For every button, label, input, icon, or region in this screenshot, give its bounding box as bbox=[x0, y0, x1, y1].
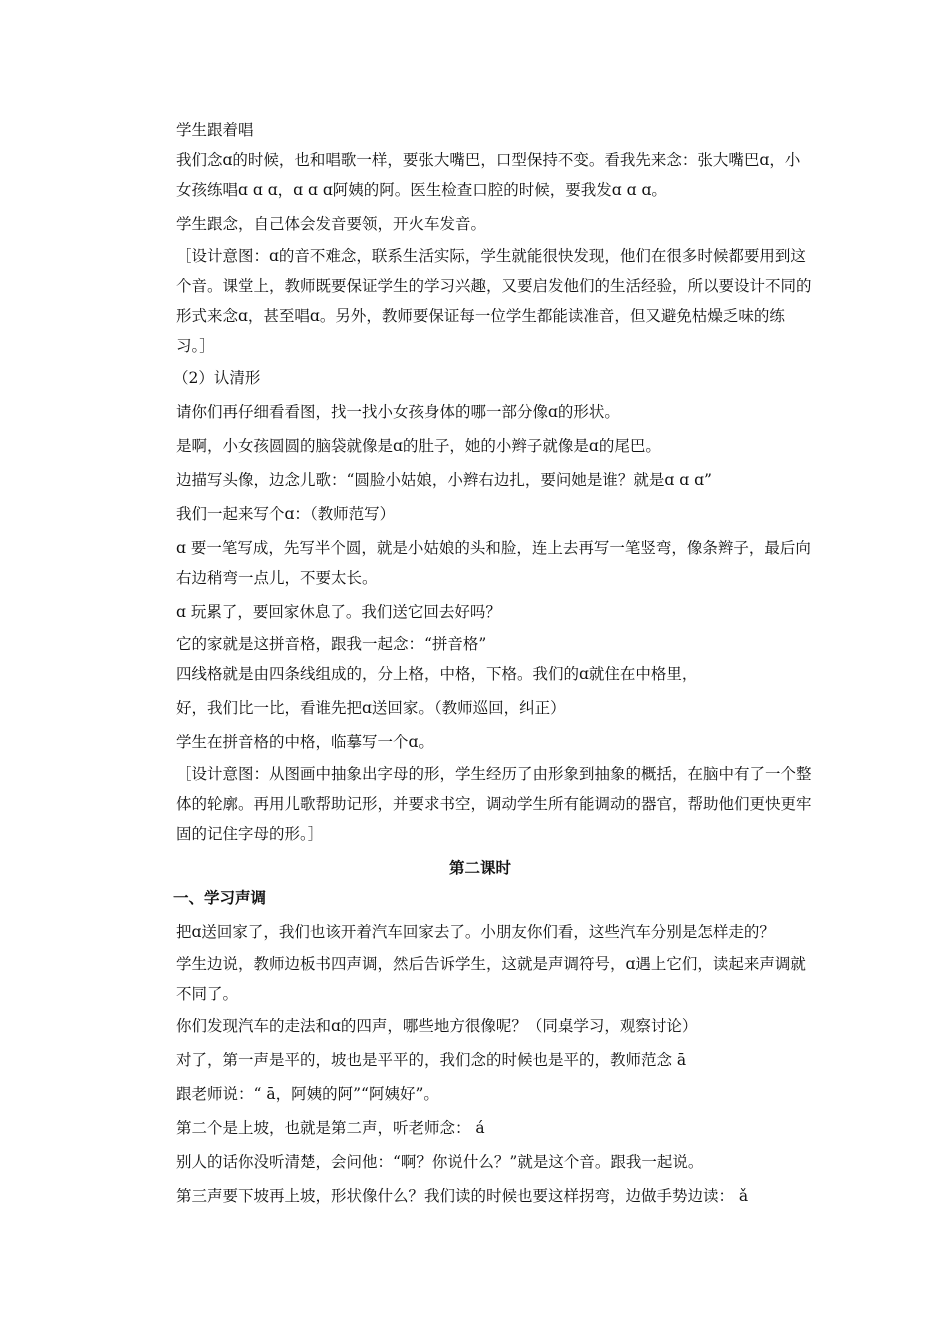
paragraph: 第三声要下坡再上坡，形状像什么？我们读的时候也要这样拐弯，边做手势边读： ǎ bbox=[176, 1187, 749, 1205]
paragraph: 你们发现汽车的走法和ɑ的四声，哪些地方很像呢？（同桌学习，观察讨论） bbox=[176, 1017, 698, 1035]
section-heading: 一、学习声调 bbox=[173, 888, 267, 907]
design-intent-note: ［设计意图：从图画中抽象出字母的形，学生经历了由形象到抽象的概括，在脑中有了一个整体的轮廓。再用儿歌帮助记形，并要求书空，调动学生所有能调动的器官，帮助他们更快更牢固的记住字母的形。］ bbox=[176, 765, 812, 843]
paragraph: 请你们再仔细看看图，找一找小女孩身体的哪一部分像ɑ的形状。 bbox=[176, 403, 620, 421]
paragraph: 它的家就是这拼音格，跟我一起念：“拼音格” bbox=[176, 635, 487, 653]
paragraph: 对了，第一声是平的，坡也是平平的，我们念的时候也是平的，教师范念 ā bbox=[176, 1051, 687, 1069]
paragraph: ɑ 要一笔写成，先写半个圆，就是小姑娘的头和脸，连上去再写一笔竖弯，像条辫子，最后向右边稍弯一点儿，不要太长。 bbox=[176, 539, 811, 587]
design-intent-note: ［设计意图：ɑ的音不难念，联系生活实际，学生就能很快发现，他们在很多时候都要用到这个音。课堂上，教师既要保证学生的学习兴趣，又要启发他们的生活经验，所以要设计不同的形式来念ɑ，甚至唱ɑ。另外，教师要保证每一位学生都能读准音，但又避免枯燥乏味的练习。］ bbox=[176, 247, 812, 355]
paragraph: 学生跟念，自己体会发音要领，开火车发音。 bbox=[176, 215, 487, 233]
lesson-title: 第二课时 bbox=[448, 858, 511, 877]
paragraph: ɑ 玩累了，要回家休息了。我们送它回去好吗？ bbox=[176, 603, 501, 621]
paragraph: 我们一起来写个ɑ：（教师范写） bbox=[176, 505, 396, 523]
paragraph: 第二个是上坡，也就是第二声，听老师念： á bbox=[176, 1119, 485, 1137]
document-body bbox=[145, 113, 815, 1213]
paragraph: 学生在拼音格的中格，临摹写一个ɑ。 bbox=[176, 733, 434, 751]
paragraph: 把ɑ送回家了，我们也该开着汽车回家去了。小朋友你们看，这些汽车分别是怎样走的？ bbox=[176, 923, 775, 941]
paragraph: 跟老师说：“ ā，阿姨的阿”“阿姨好”。 bbox=[176, 1085, 439, 1103]
section-heading: （2）认清形 bbox=[173, 369, 261, 387]
paragraph: 学生边说，教师边板书四声调，然后告诉学生，这就是声调符号，ɑ遇上它们，读起来声调就不同了。 bbox=[176, 955, 806, 1003]
paragraph: 边描写头像，边念儿歌：“圆脸小姑娘，小辫右边扎，要问她是谁？就是ɑ ɑ ɑ” bbox=[176, 471, 712, 489]
paragraph: 学生跟着唱 bbox=[176, 121, 254, 139]
paragraph: 别人的话你没听清楚，会问他：“啊？你说什么？”就是这个音。跟我一起说。 bbox=[176, 1153, 704, 1171]
paragraph: 我们念ɑ的时候，也和唱歌一样，要张大嘴巴，口型保持不变。看我先来念：张大嘴巴ɑ，小女孩练唱ɑ ɑ ɑ，ɑ ɑ ɑ阿姨的阿。医生检查口腔的时候，要我发ɑ ɑ ɑ。 bbox=[176, 151, 801, 199]
paragraph: 是啊，小女孩圆圆的脑袋就像是ɑ的肚子，她的小辫子就像是ɑ的尾巴。 bbox=[176, 437, 661, 455]
paragraph: 四线格就是由四条线组成的，分上格，中格，下格。我们的ɑ就住在中格里， bbox=[176, 665, 698, 683]
paragraph: 好，我们比一比，看谁先把ɑ送回家。（教师巡回，纠正） bbox=[176, 699, 566, 717]
